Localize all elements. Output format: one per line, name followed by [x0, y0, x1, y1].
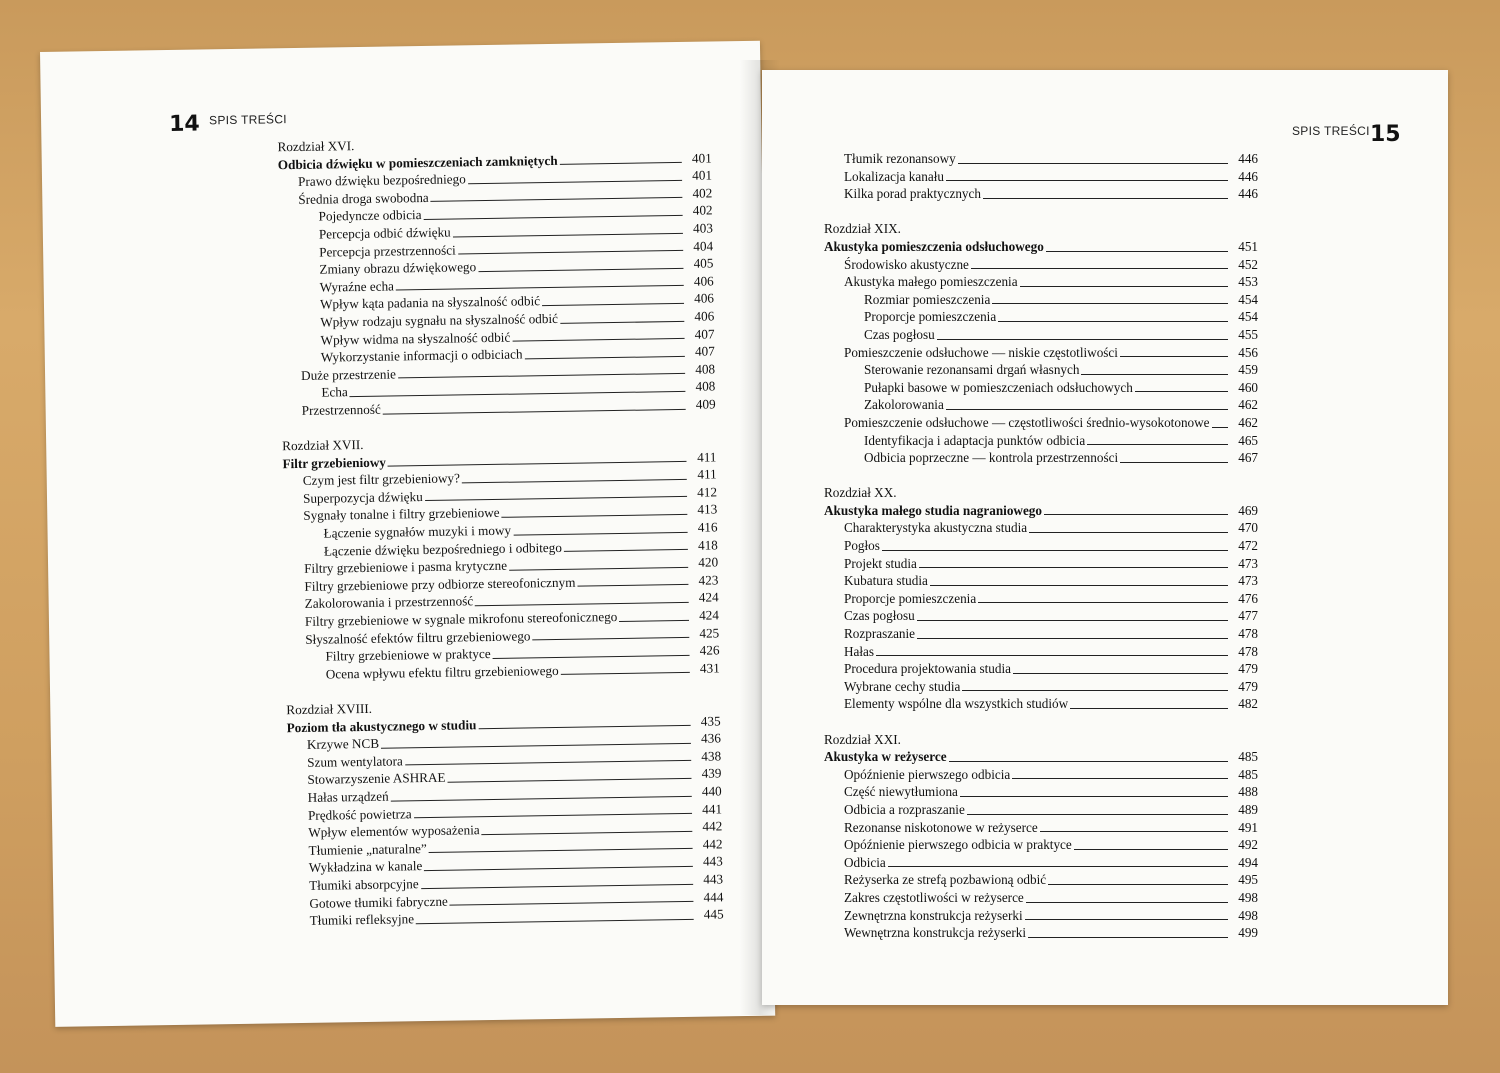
toc-entry-text: Ocena wpływu efektu filtru grzebieniowego [325, 662, 559, 682]
toc-entry-text: Wpływ kąta padania na słyszalność odbić [319, 293, 541, 312]
toc-entry-text: Tłumik rezonansowy [844, 151, 956, 166]
toc-entry-text: Hałas [844, 643, 875, 659]
toc-entry [824, 766, 1258, 784]
dot-leader [960, 796, 1228, 797]
page-ref: 470 [1238, 520, 1258, 536]
chapter-label-text: Rozdział XVI. [277, 138, 355, 155]
page-ref: 495 [1238, 872, 1258, 888]
toc-entry [824, 150, 1258, 168]
dot-leader [946, 180, 1228, 181]
toc-entry-text: Proporcje pomieszczenia [864, 309, 997, 325]
toc-entry-text: Słyszalność efektów filtru grzebieniowego [305, 627, 531, 647]
toc-entry-text: Filtry grzebieniowe przy odbiorze stereofonicznym [304, 574, 576, 594]
toc-entry-text: Tłumienie „naturalne” [308, 840, 427, 858]
toc-entry-text: Percepcja odbić dźwięku [318, 224, 451, 242]
page-ref: 407 [694, 325, 715, 342]
toc-entry-text: Średnia droga swobodna [298, 189, 429, 207]
chapter-label [824, 220, 1258, 238]
page-ref: 488 [1238, 784, 1258, 800]
dot-leader [564, 549, 688, 552]
toc-entry-text: Filtry grzebieniowe i pasma krytyczne [304, 557, 508, 577]
toc-entry [824, 643, 1258, 661]
toc-entry-text: Łączenie sygnałów muzyki i mowy [323, 522, 512, 541]
page-ref: 485 [1238, 766, 1258, 782]
toc-entry-text: Hałas urządzeń [307, 788, 389, 805]
page-ref: 462 [1238, 397, 1258, 413]
page-ref: 442 [702, 836, 723, 852]
page-ref: 405 [693, 255, 714, 271]
page-ref: 465 [1238, 432, 1258, 448]
toc-entry-text: Tłumiki absorpcyjne [309, 876, 419, 893]
dot-leader [1046, 251, 1228, 252]
dot-leader [431, 197, 683, 202]
dot-leader [502, 514, 688, 518]
page-ref: 446 [1238, 151, 1258, 166]
toc-entry [824, 907, 1258, 925]
toc-entry [824, 256, 1258, 274]
dot-leader [513, 532, 687, 536]
page-ref: 454 [1238, 309, 1258, 325]
dot-leader [560, 320, 684, 323]
dot-leader [930, 585, 1228, 586]
page-number: 15 [1370, 122, 1401, 147]
chapter-title-text: Poziom tła akustycznego w studiu [286, 716, 477, 735]
toc-entry-text: Odbicia a rozpraszanie [844, 801, 965, 817]
dot-leader [425, 496, 687, 501]
toc-entry [824, 590, 1258, 608]
chapter-title [824, 502, 1258, 520]
page-ref: 473 [1238, 555, 1258, 571]
toc-entry [824, 308, 1258, 326]
page-ref: 472 [1238, 538, 1258, 554]
table-of-contents-left [277, 131, 723, 929]
page-ref: 491 [1238, 819, 1258, 835]
chapter-title-text: Akustyka pomieszczenia odsłuchowego [824, 238, 1044, 254]
page-ref: 406 [694, 290, 715, 307]
page-ref: 499 [1238, 925, 1258, 941]
dot-leader [482, 831, 693, 835]
toc-entry-text: Percepcja przestrzenności [319, 242, 456, 260]
dot-leader [1120, 356, 1228, 357]
dot-leader [458, 250, 683, 255]
page-ref: 423 [698, 572, 719, 588]
chapter-spacer [824, 713, 1258, 731]
dot-leader [1070, 708, 1228, 709]
dot-leader [512, 338, 684, 342]
page-ref: 452 [1238, 256, 1258, 272]
toc-entry-text: Zakolorowania i przestrzenność [304, 593, 474, 612]
toc-entry [824, 414, 1258, 432]
toc-entry-text: Filtry grzebieniowe w praktyce [325, 646, 491, 664]
dot-leader [462, 479, 687, 484]
chapter-title [824, 238, 1258, 256]
dot-leader [1048, 884, 1228, 885]
page-ref: 407 [694, 343, 715, 359]
chapter-label-text: Rozdział XXI. [824, 731, 901, 747]
page-ref: 409 [695, 396, 716, 412]
dot-leader [1135, 391, 1228, 392]
dot-leader [424, 215, 683, 220]
toc-entry-text: Wpływ elementów wyposażenia [308, 822, 480, 841]
dot-leader [919, 567, 1228, 568]
toc-entry [824, 519, 1258, 537]
toc-entry [824, 361, 1258, 379]
dot-leader [453, 232, 683, 237]
toc-entry-text: Szum wentylatora [307, 753, 403, 770]
chapter-title [824, 748, 1258, 766]
toc-entry [824, 379, 1258, 397]
dot-leader [493, 655, 690, 659]
toc-entry-text: Lokalizacja kanału [844, 168, 944, 184]
page-ref: 444 [703, 888, 724, 905]
dot-leader [416, 919, 694, 924]
chapter-spacer [824, 467, 1258, 485]
dot-leader [971, 268, 1228, 269]
page-ref: 442 [702, 818, 723, 834]
toc-entry-text: Stowarzyszenie ASHRAE [307, 770, 446, 788]
dot-leader [468, 180, 682, 184]
page-ref: 443 [703, 871, 724, 887]
toc-entry-text: Filtry grzebieniowe w sygnale mikrofonu stereofonicznego [304, 609, 618, 629]
toc-entry-text: Sterowanie rezonansami drgań własnych [864, 362, 1080, 378]
toc-entry-text: Wyraźne echa [319, 278, 395, 295]
toc-entry-text: Zakres częstotliwości w reżyserce [844, 889, 1024, 905]
page-ref: 469 [1238, 502, 1258, 518]
toc-entry [824, 537, 1258, 555]
page-ref: 459 [1238, 362, 1258, 378]
toc-entry [824, 924, 1258, 942]
toc-entry-text: Czym jest filtr grzebieniowy? [302, 470, 460, 489]
dot-leader [1044, 514, 1228, 515]
dot-leader [414, 813, 692, 818]
page-ref: 454 [1238, 291, 1258, 307]
dot-leader [1012, 778, 1228, 779]
page-ref: 406 [694, 308, 715, 324]
page-ref: 443 [702, 853, 723, 870]
dot-leader [1028, 937, 1228, 938]
dot-leader [962, 690, 1228, 691]
toc-entry-text: Łączenie dźwięku bezpośredniego i odbitego [323, 539, 562, 559]
page-ref: 425 [699, 625, 720, 641]
chapter-label-text: Rozdział XIX. [824, 221, 901, 237]
dot-leader [577, 584, 688, 587]
page-ref: 424 [699, 607, 720, 623]
toc-entry [824, 889, 1258, 907]
page-ref: 479 [1238, 661, 1258, 677]
page-ref: 455 [1238, 326, 1258, 342]
toc-entry-text: Wykładzina w kanale [308, 858, 423, 876]
page-ref: 445 [703, 906, 724, 922]
page-ref: 420 [698, 554, 719, 570]
toc-entry-text: Rezonanse niskotonowe w reżyserce [844, 819, 1038, 835]
page-ref: 498 [1238, 889, 1258, 905]
dot-leader [967, 814, 1228, 815]
chapter-title-text: Odbicia dźwięku w pomieszczeniach zamkniętych [277, 152, 558, 172]
dot-leader [917, 638, 1228, 639]
dot-leader [946, 409, 1228, 410]
page-ref: 460 [1238, 379, 1258, 395]
dot-leader [525, 356, 685, 360]
running-head: SPIS TREŚCI [208, 112, 287, 128]
toc-entry-text: Superpozycja dźwięku [302, 488, 423, 506]
toc-entry [824, 854, 1258, 872]
page-ref: 482 [1238, 696, 1258, 712]
page-ref: 424 [698, 589, 719, 606]
dot-leader [888, 866, 1228, 867]
toc-entry-text: Pomieszczenie odsłuchowe — częstotliwości średnio-wysokotonowe [844, 414, 1210, 430]
toc-entry-text: Pojedyncze odbicia [318, 207, 422, 225]
toc-entry-text: Wpływ widma na słyszalność odbić [320, 329, 511, 348]
dot-leader [992, 303, 1228, 304]
toc-entry [824, 396, 1258, 414]
dot-leader [958, 163, 1228, 164]
toc-entry-text: Kubatura studia [844, 573, 928, 589]
toc-entry [824, 344, 1258, 362]
chapter-spacer [824, 203, 1258, 221]
page-ref: 402 [692, 202, 713, 219]
dot-leader [937, 339, 1228, 340]
toc-entry-text: Wykorzystanie informacji o odbiciach [320, 346, 523, 365]
toc-entry [824, 273, 1258, 291]
page-ref: 402 [692, 185, 713, 201]
toc-entry-text: Proporcje pomieszczenia [844, 590, 977, 606]
page-ref: 406 [693, 273, 714, 289]
toc-entry-text: Identyfikacja i adaptacja punktów odbicia [864, 432, 1086, 448]
dot-leader [509, 567, 688, 571]
dot-leader [1026, 902, 1228, 903]
page-ref: 467 [1238, 450, 1258, 466]
toc-entry [824, 871, 1258, 889]
toc-entry [824, 836, 1258, 854]
page-ref: 401 [691, 150, 712, 166]
page-ref: 404 [693, 238, 714, 254]
toc-entry-text: Reżyserka ze strefą pozbawioną odbić [844, 872, 1047, 888]
page-ref: 492 [1238, 837, 1258, 853]
left-page [40, 41, 775, 1027]
page-ref: 489 [1238, 801, 1258, 817]
page-ref: 477 [1238, 608, 1258, 624]
dot-leader [1029, 532, 1228, 533]
page-ref: 411 [697, 466, 717, 483]
toc-entry [824, 555, 1258, 573]
page-ref: 441 [702, 800, 723, 817]
toc-entry-text: Gotowe tłumiki fabryczne [309, 893, 448, 911]
toc-entry-text: Odbicia poprzeczne — kontrola przestrzenności [864, 450, 1119, 466]
page-ref: 478 [1238, 626, 1258, 642]
toc-entry-text: Czas pogłosu [864, 326, 935, 342]
toc-entry-text: Sygnały tonalne i filtry grzebieniowe [303, 505, 500, 524]
page-ref: 456 [1238, 344, 1258, 360]
toc-entry [824, 185, 1258, 203]
toc-entry-text: Rozmiar pomieszczenia [864, 291, 991, 307]
page-ref: 453 [1238, 274, 1258, 290]
dot-leader [1212, 427, 1228, 428]
page-ref: 408 [695, 378, 716, 395]
toc-entry-text: Środowisko akustyczne [844, 256, 969, 272]
toc-entry-text: Prawo dźwięku bezpośredniego [297, 171, 466, 190]
page-ref: 416 [697, 519, 718, 535]
dot-leader [619, 620, 689, 622]
chapter-title-text: Filtr grzebieniowy [282, 454, 387, 471]
page-ref: 494 [1238, 854, 1258, 870]
page-ref: 438 [701, 748, 722, 764]
dot-leader [983, 198, 1228, 199]
page-ref: 498 [1238, 907, 1258, 923]
toc-entry [824, 168, 1258, 186]
toc-entry-text: Pogłos [844, 538, 880, 554]
toc-entry [824, 819, 1258, 837]
page-ref: 436 [700, 730, 721, 746]
dot-leader [1040, 831, 1228, 832]
toc-entry-text: Wpływ rodzaju sygnału na słyszalność odbić [320, 310, 559, 330]
toc-entry-text: Odbicia [844, 854, 886, 870]
toc-entry-text: Elementy wspólne dla wszystkich studiów [844, 696, 1069, 712]
toc-entry [824, 801, 1258, 819]
toc-entry [824, 449, 1258, 467]
toc-entry-text: Pułapki basowe w pomieszczeniach odsłuchowych [864, 379, 1133, 395]
toc-entry [824, 783, 1258, 801]
dot-leader [478, 268, 683, 272]
toc-entry-text: Charakterystyka akustyczna studia [844, 520, 1028, 536]
dot-leader [1120, 462, 1228, 463]
page-ref: 408 [695, 361, 716, 377]
toc-entry-text: Prędkość powietrza [307, 805, 412, 823]
toc-entry [824, 432, 1258, 450]
toc-entry-text: Projekt studia [844, 555, 917, 571]
dot-leader [429, 848, 693, 853]
toc-entry-text: Wewnętrzna konstrukcja reżyserki [844, 925, 1027, 941]
dot-leader [448, 778, 692, 783]
dot-leader [876, 655, 1228, 656]
toc-entry-text: Czas pogłosu [844, 608, 915, 624]
toc-entry-text: Część niewytłumiona [844, 784, 958, 800]
dot-leader [882, 550, 1228, 551]
toc-entry-text: Procedura projektowania studia [844, 661, 1011, 677]
dot-leader [561, 672, 690, 675]
dot-leader [478, 725, 690, 729]
dot-leader [917, 620, 1228, 621]
dot-leader [421, 883, 693, 888]
page-ref: 401 [692, 167, 713, 183]
toc-entry-text: Kilka porad praktycznych [844, 186, 981, 202]
dot-leader [533, 637, 690, 640]
dot-leader [998, 321, 1228, 322]
dot-leader [450, 901, 694, 906]
toc-entry-text: Rozpraszanie [844, 626, 916, 642]
page-ref: 439 [701, 765, 722, 782]
dot-leader [1025, 919, 1228, 920]
chapter-title-text: Akustyka małego studia nagraniowego [824, 502, 1042, 518]
chapter-title-text: Akustyka w reżyserce [824, 749, 947, 765]
running-head: SPIS TREŚCI [1292, 124, 1370, 138]
page-number: 14 [168, 111, 200, 137]
page-ref: 479 [1238, 678, 1258, 694]
toc-entry [824, 660, 1258, 678]
dot-leader [560, 162, 682, 165]
right-page [762, 70, 1448, 1005]
dot-leader [978, 602, 1228, 603]
page-ref: 446 [1238, 186, 1258, 202]
page-ref: 473 [1238, 573, 1258, 589]
toc-entry-text: Tłumiki refleksyjne [309, 911, 415, 928]
page-ref: 485 [1238, 749, 1258, 765]
dot-leader [949, 761, 1228, 762]
page-ref: 413 [697, 501, 718, 518]
toc-entry-text: Opóźnienie pierwszego odbicia w praktyce [844, 837, 1072, 853]
chapter-label-text: Rozdział XVII. [282, 437, 364, 454]
dot-leader [1020, 286, 1228, 287]
page-ref: 431 [699, 660, 720, 676]
dot-leader [424, 866, 693, 871]
toc-entry-text: Krzywe NCB [306, 735, 380, 753]
toc-entry-text: Zewnętrzna konstrukcja reżyserki [844, 907, 1023, 923]
page-ref: 403 [692, 220, 713, 236]
page-ref: 476 [1238, 590, 1258, 606]
table-of-contents-right [824, 150, 1258, 942]
toc-entry-text: Pomieszczenie odsłuchowe — niskie częstotliwości [844, 344, 1118, 360]
chapter-label-text: Rozdział XVIII. [286, 700, 373, 718]
toc-entry [824, 678, 1258, 696]
page-ref: 435 [700, 712, 721, 729]
page-ref: 418 [697, 537, 718, 553]
page-ref: 411 [697, 449, 717, 465]
chapter-label [824, 731, 1258, 749]
dot-leader [1087, 444, 1228, 445]
dot-leader [475, 602, 689, 606]
toc-entry [824, 607, 1258, 625]
page-ref: 478 [1238, 643, 1258, 659]
toc-entry [824, 291, 1258, 309]
toc-entry-text: Echa [321, 384, 348, 400]
page-ref: 426 [699, 642, 720, 658]
dot-leader [1074, 849, 1228, 850]
page-ref: 440 [701, 783, 722, 799]
page-ref: 462 [1238, 414, 1258, 430]
toc-entry [824, 572, 1258, 590]
toc-entry [824, 695, 1258, 713]
dot-leader [542, 303, 684, 306]
page-ref: 412 [697, 484, 718, 500]
toc-entry-text: Zmiany obrazu dźwiękowego [319, 259, 477, 277]
dot-leader [1013, 673, 1228, 674]
chapter-label [824, 484, 1258, 502]
toc-entry-text: Duże przestrzenie [300, 366, 397, 383]
toc-entry [824, 625, 1258, 643]
toc-entry-text: Akustyka małego pomieszczenia [844, 274, 1018, 290]
toc-entry-text: Opóźnienie pierwszego odbicia [844, 766, 1011, 782]
toc-entry-text: Zakolorowania [864, 397, 944, 413]
dot-leader [1081, 374, 1228, 375]
toc-entry [824, 326, 1258, 344]
page-ref: 446 [1238, 168, 1258, 184]
toc-entry-text: Przestrzenność [301, 401, 381, 418]
page-ref: 451 [1238, 238, 1258, 254]
chapter-label-text: Rozdział XX. [824, 485, 897, 501]
toc-entry-text: Wybrane cechy studia [844, 678, 961, 694]
